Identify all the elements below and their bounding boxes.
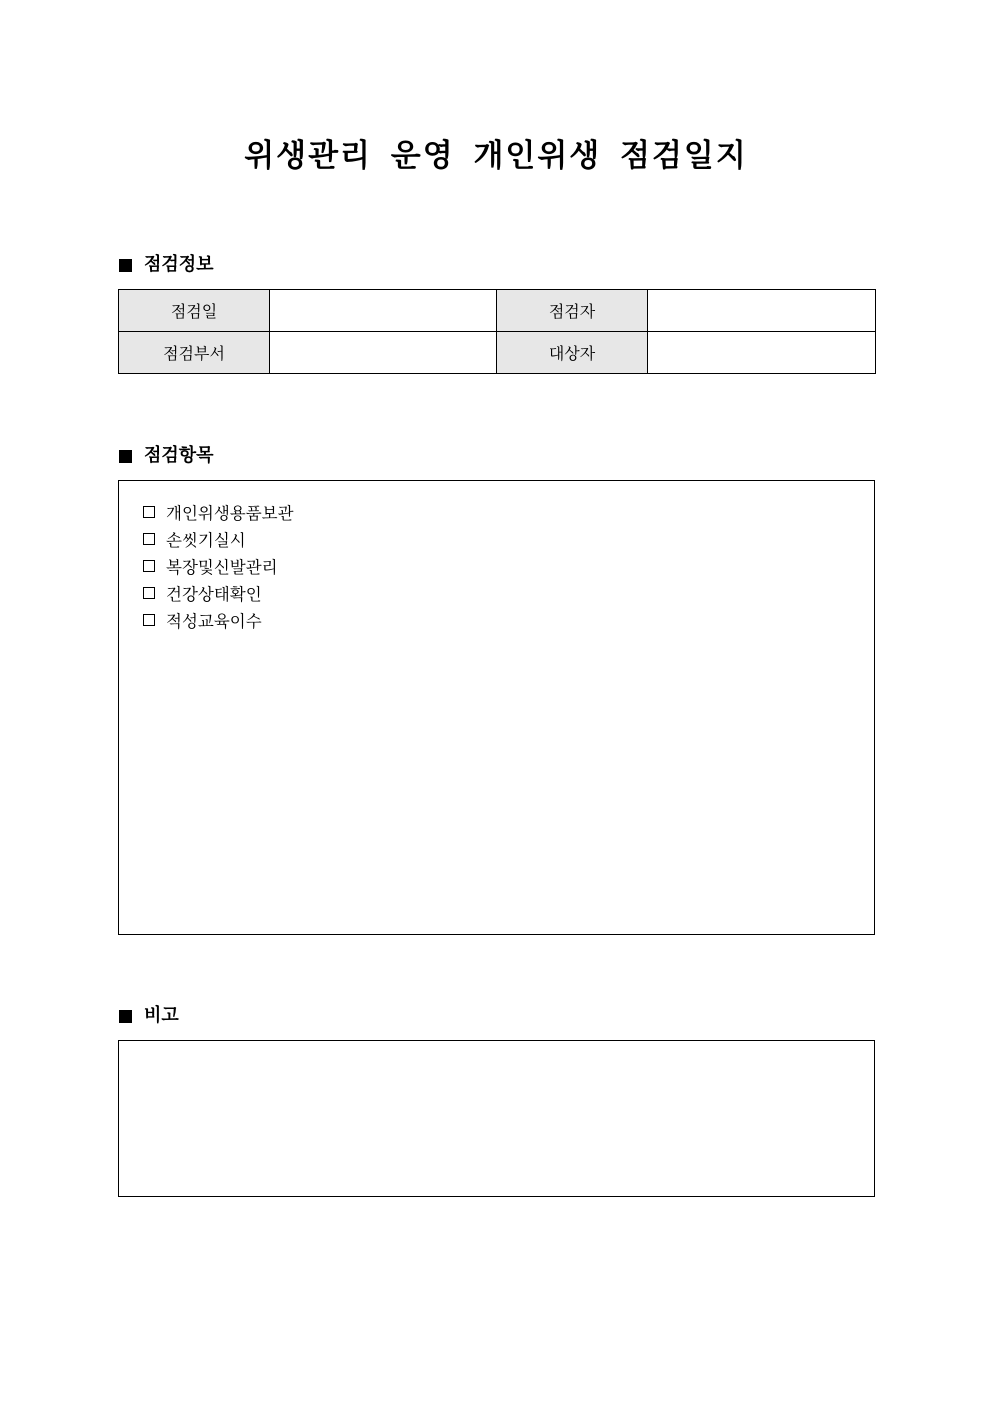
table-row — [119, 290, 876, 332]
inspection-date-label: 점검일 — [119, 290, 270, 332]
items-section-heading — [119, 444, 214, 468]
square-bullet-icon — [119, 259, 132, 272]
checklist-item-label: 복장및신발관리 — [166, 557, 278, 577]
list-item — [143, 579, 874, 606]
inspector-field[interactable] — [648, 290, 876, 332]
checkbox-icon[interactable] — [143, 587, 155, 599]
inspection-date-field[interactable] — [270, 290, 497, 332]
remarks-section-heading-text: 비고 — [144, 1005, 179, 1026]
checklist-item-label: 적성교육이수 — [166, 611, 262, 631]
list-item — [143, 499, 874, 526]
target-person-label: 대상자 — [497, 332, 648, 374]
info-section-heading — [119, 253, 214, 277]
square-bullet-icon — [119, 1010, 132, 1023]
inspection-department-field[interactable] — [270, 332, 497, 374]
checkbox-icon[interactable] — [143, 506, 155, 518]
inspection-items-box — [118, 480, 875, 935]
list-item — [143, 526, 874, 553]
target-person-field[interactable] — [648, 332, 876, 374]
list-item — [143, 606, 874, 633]
remarks-box[interactable] — [118, 1040, 875, 1197]
inspection-department-label: 점검부서 — [119, 332, 270, 374]
checklist-item-label: 손씻기실시 — [166, 531, 246, 551]
checklist-item-label: 건강상태확인 — [166, 584, 262, 604]
list-item — [143, 553, 874, 580]
checkbox-icon[interactable] — [143, 533, 155, 545]
inspector-label: 점검자 — [497, 290, 648, 332]
checklist-item-label: 개인위생용품보관 — [166, 504, 294, 524]
checkbox-icon[interactable] — [143, 614, 155, 626]
info-section-heading-text: 점검정보 — [144, 254, 214, 275]
checkbox-icon[interactable] — [143, 560, 155, 572]
document-title: 위생관리 운영 개인위생 점검일지 — [244, 138, 748, 174]
items-section-heading-text: 점검항목 — [144, 445, 214, 466]
inspection-info-table — [118, 289, 876, 374]
table-row — [119, 332, 876, 374]
square-bullet-icon — [119, 450, 132, 463]
checklist — [119, 481, 874, 633]
remarks-section-heading — [119, 1004, 179, 1028]
